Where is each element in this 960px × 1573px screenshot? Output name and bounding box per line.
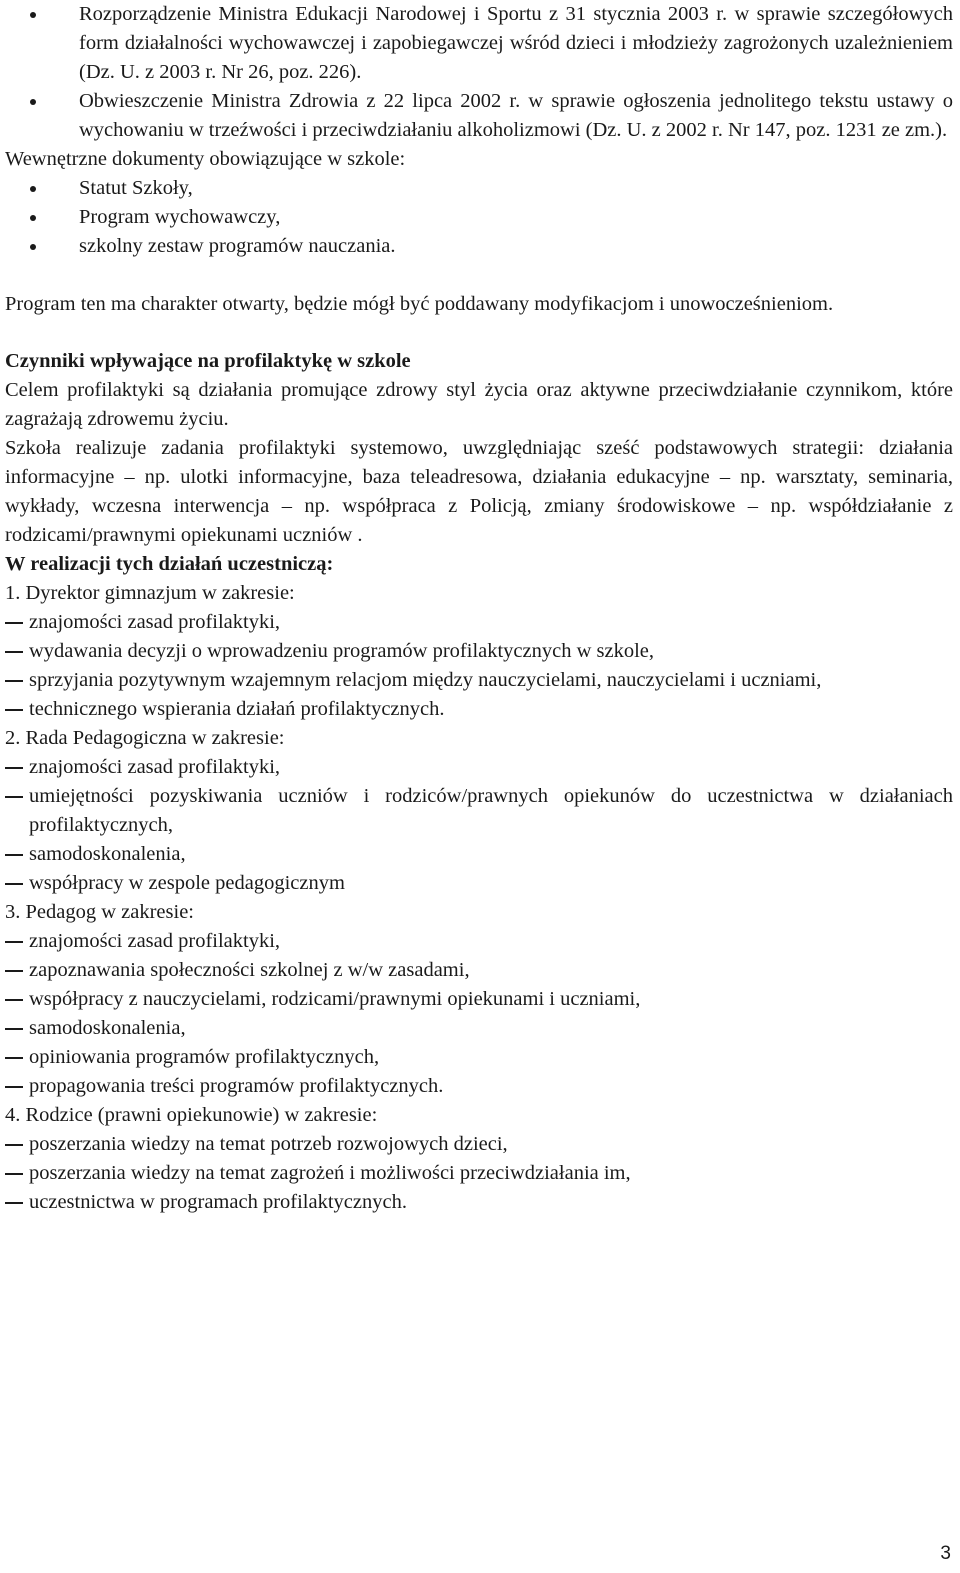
participant-group	[5, 898, 953, 1101]
group-item: zapoznawania społeczności szkolnej z w/w zasadami,	[5, 956, 953, 985]
participants-heading: W realizacji tych działań uczestniczą:	[5, 553, 334, 575]
group-items	[5, 753, 953, 898]
group-item: poszerzania wiedzy na temat zagrożeń i możliwości przeciwdziałania im,	[5, 1159, 953, 1188]
group-item: opiniowania programów profilaktycznych,	[5, 1043, 953, 1072]
strategies-paragraph: Szkoła realizuje zadania profilaktyki systemowo, uwzględniając sześć podstawowych strategii: działania informacyjne – np. ulotki informacyjne, baza teleadresowa, działania edukacyjne – np. warsztaty, seminaria, wykłady, wczesna interwencja – np. współpraca z Policją, zmiany środowiskowe – np. współdziałanie z rodzicami/prawnymi opiekunami uczniów .	[5, 437, 953, 546]
group-item: współpracy z nauczycielami, rodzicami/prawnymi opiekunami i uczniami,	[5, 985, 953, 1014]
group-item: sprzyjania pozytywnym wzajemnym relacjom między nauczycielami, nauczycielami i uczniami,	[5, 666, 953, 695]
group-item: propagowania treści programów profilaktycznych.	[5, 1072, 953, 1101]
group-item: uczestnictwa w programach profilaktycznych.	[5, 1188, 953, 1217]
group-items	[5, 927, 953, 1101]
internal-doc-item: Statut Szkoły,	[5, 174, 953, 203]
group-item: współpracy w zespole pedagogicznym	[5, 869, 953, 898]
group-item: znajomości zasad profilaktyki,	[5, 927, 953, 956]
group-item: samodoskonalenia,	[5, 1014, 953, 1043]
group-title: 1. Dyrektor gimnazjum w zakresie:	[5, 582, 295, 604]
regulations-list	[5, 0, 953, 145]
internal-docs-intro: Wewnętrzne dokumenty obowiązujące w szkole:	[5, 148, 406, 170]
participant-group	[5, 724, 953, 898]
group-item: wydawania decyzji o wprowadzeniu programów profilaktycznych w szkole,	[5, 637, 953, 666]
group-title: 3. Pedagog w zakresie:	[5, 901, 194, 923]
open-program-note: Program ten ma charakter otwarty, będzie mógł być poddawany modyfikacjom i unowocześnieniom.	[5, 293, 834, 315]
group-items	[5, 1130, 953, 1217]
group-item: znajomości zasad profilaktyki,	[5, 753, 953, 782]
group-item: znajomości zasad profilaktyki,	[5, 608, 953, 637]
participant-group	[5, 1101, 953, 1217]
factors-paragraph: Celem profilaktyki są działania promujące zdrowy styl życia oraz aktywne przeciwdziałanie czynnikom, które zagrażają zdrowemu życiu.	[5, 379, 953, 430]
internal-doc-item: Program wychowawczy,	[5, 203, 953, 232]
group-item: technicznego wspierania działań profilaktycznych.	[5, 695, 953, 724]
document-page	[5, 0, 953, 1217]
group-item: poszerzania wiedzy na temat potrzeb rozwojowych dzieci,	[5, 1130, 953, 1159]
participant-group	[5, 579, 953, 724]
page-number: 3	[940, 1543, 951, 1564]
group-item: samodoskonalenia,	[5, 840, 953, 869]
factors-heading: Czynniki wpływające na profilaktykę w szkole	[5, 350, 411, 372]
group-title: 2. Rada Pedagogiczna w zakresie:	[5, 727, 285, 749]
regulation-item: Obwieszczenie Ministra Zdrowia z 22 lipca 2002 r. w sprawie ogłoszenia jednolitego tekstu ustawy o wychowaniu w trzeźwości i przeciwdziałaniu alkoholizmowi (Dz. U. z 2002 r. Nr 147, poz. 1231 ze zm.).	[5, 87, 953, 145]
group-title: 4. Rodzice (prawni opiekunowie) w zakresie:	[5, 1104, 378, 1126]
internal-docs-list	[5, 174, 953, 261]
internal-doc-item: szkolny zestaw programów nauczania.	[5, 232, 953, 261]
group-item: umiejętności pozyskiwania uczniów i rodziców/prawnych opiekunów do uczestnictwa w działaniach profilaktycznych,	[5, 782, 953, 840]
group-items	[5, 608, 953, 724]
regulation-item: Rozporządzenie Ministra Edukacji Narodowej i Sportu z 31 stycznia 2003 r. w sprawie szczegółowych form działalności wychowawczej i zapobiegawczej wśród dzieci i młodzieży zagrożonych uzależnieniem (Dz. U. z 2003 r. Nr 26, poz. 226).	[5, 0, 953, 87]
